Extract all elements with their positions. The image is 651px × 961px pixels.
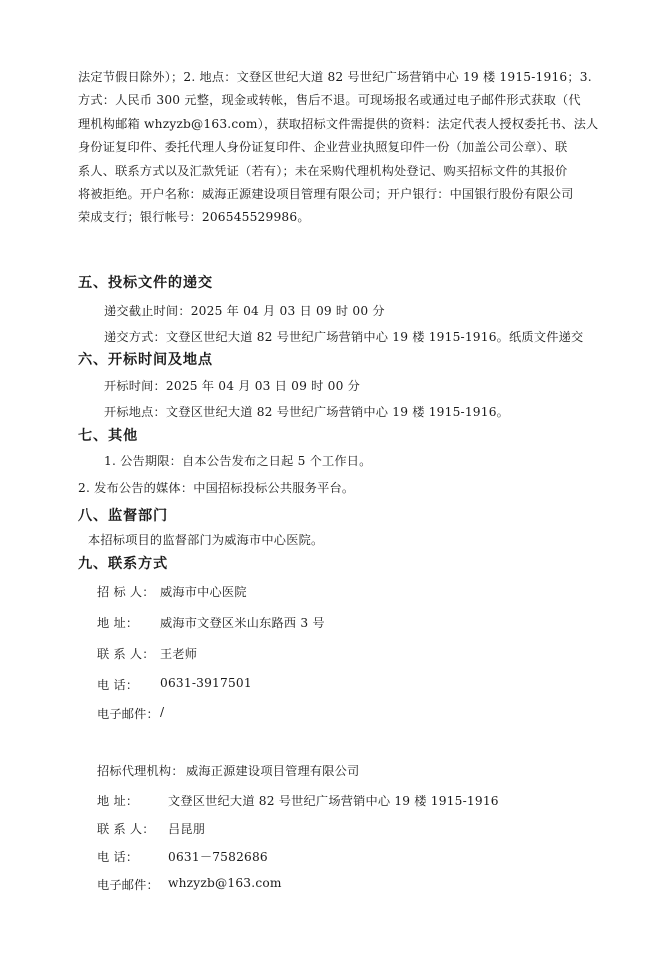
section7-heading: 七、其他 — [78, 428, 138, 444]
agency-phone-label: 电 话： — [97, 850, 139, 864]
agency-name-label: 招标代理机构： — [97, 764, 184, 778]
section5-deadline: 递交截止时间：2025 年 04 月 03 日 09 时 00 分 — [104, 304, 385, 318]
section6-time: 开标时间：2025 年 04 月 03 日 09 时 00 分 — [104, 379, 360, 393]
tenderer-name: 威海市中心医院 — [160, 585, 247, 599]
tenderer-address-label: 地 址： — [97, 616, 139, 630]
intro-line: 身份证复印件、委托代理人身份证复印件、企业营业执照复印件一份（加盖公司公章）、联 — [78, 140, 568, 155]
section6-place: 开标地点：文登区世纪大道 82 号世纪广场营销中心 19 楼 1915-1916。 — [104, 405, 510, 419]
agency-email[interactable]: whzyzb@163.com — [168, 876, 282, 890]
agency-email-label: 电子邮件： — [97, 878, 159, 892]
tenderer-name-label: 招 标 人： — [97, 585, 155, 599]
intro-line: 法定节假日除外）；2. 地点：文登区世纪大道 82 号世纪广场营销中心 19 楼 1915-1916；3. — [78, 70, 592, 84]
section8-text: 本招标项目的监督部门为威海市中心医院。 — [88, 533, 324, 547]
intro-line: 将被拒绝。开户名称：威海正源建设项目管理有限公司；开户银行：中国银行股份有限公司 — [78, 187, 574, 202]
intro-line: 方式：人民币 300 元整，现金或转帐，售后不退。可现场报名或通过电子邮件形式获取（代 — [78, 93, 581, 108]
tenderer-email-label: 电子邮件： — [97, 707, 159, 721]
section7-item1: 1. 公告期限：自本公告发布之日起 5 个工作日。 — [104, 454, 372, 468]
agency-address: 文登区世纪大道 82 号世纪广场营销中心 19 楼 1915-1916 — [168, 794, 499, 808]
section8-heading: 八、监督部门 — [78, 508, 168, 524]
intro-paragraph — [78, 66, 599, 230]
agency-contact-label: 联 系 人： — [97, 822, 155, 836]
section6-heading: 六、开标时间及地点 — [78, 352, 213, 368]
tenderer-phone-label: 电 话： — [97, 678, 139, 692]
tenderer-contact: 王老师 — [160, 647, 198, 661]
intro-line: 理机构邮箱 whzyzb@163.com），获取招标文件需提供的资料：法定代表人授权委托书、法人 — [78, 116, 599, 131]
agency-address-label: 地 址： — [97, 794, 139, 808]
section7-item2: 2. 发布公告的媒体：中国招标投标公共服务平台。 — [78, 481, 355, 495]
agency-phone: 0631－7582686 — [168, 850, 268, 864]
intro-line: 荣成支行；银行帐号：206545529986。 — [78, 210, 310, 225]
tenderer-email: / — [160, 705, 165, 719]
section9-heading: 九、联系方式 — [78, 556, 168, 572]
tenderer-address: 威海市文登区米山东路西 3 号 — [160, 616, 325, 630]
tenderer-phone: 0631-3917501 — [160, 676, 252, 690]
agency-contact: 吕昆朋 — [168, 822, 206, 836]
intro-line: 系人、联系方式以及汇款凭证（若有）；未在采购代理机构处登记、购买招标文件的其报价 — [78, 163, 568, 178]
tenderer-contact-label: 联 系 人： — [97, 647, 155, 661]
section5-heading: 五、投标文件的递交 — [78, 275, 213, 291]
agency-name: 威海正源建设项目管理有限公司 — [186, 764, 360, 778]
section5-method: 递交方式：文登区世纪大道 82 号世纪广场营销中心 19 楼 1915-1916。纸质文件递交 — [104, 330, 584, 344]
